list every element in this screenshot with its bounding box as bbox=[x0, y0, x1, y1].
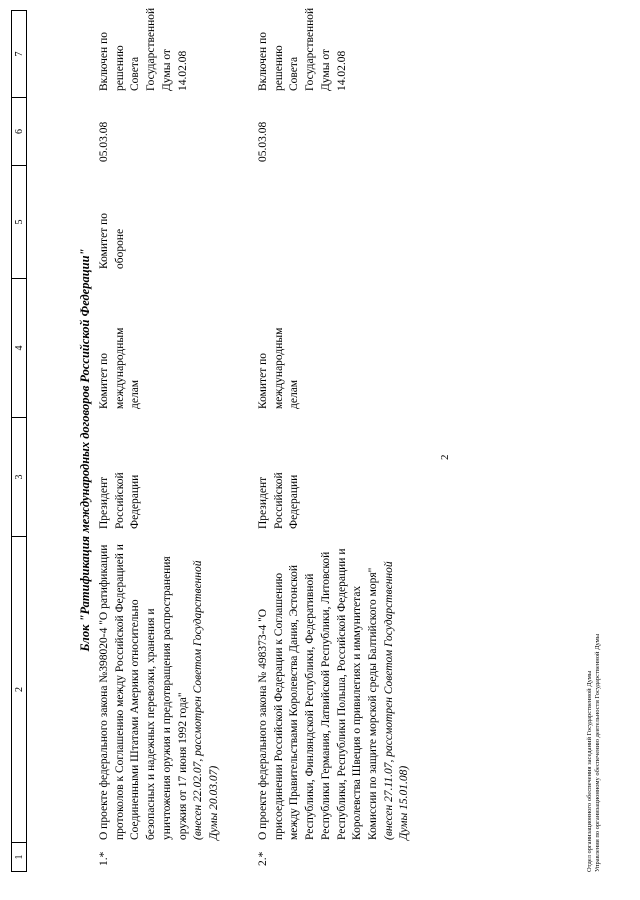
column-header-1: 1 bbox=[12, 843, 27, 872]
bill-note: (внесен 22.02.07, рассмотрен Советом Государственной Думы 20.03.07) bbox=[192, 560, 220, 840]
row-number: 1.* bbox=[98, 851, 110, 866]
footer bbox=[586, 634, 602, 872]
footer-line-1: Отдел организационного обеспечения заседаний Государственной Думы bbox=[586, 670, 593, 872]
column-header-2: 2 bbox=[12, 537, 27, 843]
responsible-committee: Комитет по международным делам bbox=[98, 327, 142, 409]
co-executor-committee: Комитет по обороне bbox=[98, 213, 126, 269]
bill-text: О проекте федерального закона № 498373-4 "О присоединении Российской Федерации к Соглашению между Правительствами Королевства Дания, Эстонской Республики, Финляндской Республики, Федеративной Республики Германия, Латвийской Республики, Литовской Республики, Республики Польша, Российской Федерации и Королевства Швеция о привилегиях и иммунитетах Комиссии по защите морской среды Балтийского моря" bbox=[257, 548, 379, 840]
block-title: Блок "Ратификация международных договоров Российской Федерации" bbox=[78, 248, 92, 652]
column-header-row bbox=[11, 10, 27, 872]
footer-line-2: Управления по организационному обеспечению деятельности Государственной Думы bbox=[594, 633, 601, 872]
inclusion-status: Включен по решению Совета Государственной Думы от 14.02.08 bbox=[98, 7, 189, 91]
column-header-5: 5 bbox=[12, 166, 27, 279]
inclusion-status: Включен по решению Совета Государственной Думы от 14.02.08 bbox=[257, 7, 348, 91]
row-number: 2.* bbox=[257, 851, 269, 866]
bill-note: (внесен 27.11.07, рассмотрен Советом Государственной Думы 15.01.08) bbox=[382, 561, 411, 840]
bill-description bbox=[97, 542, 223, 840]
initiator: Президент Российской Федерации bbox=[98, 472, 142, 529]
page-number: 2 bbox=[439, 454, 451, 460]
column-header-7: 7 bbox=[12, 11, 27, 98]
bill-text: О проекте федерального закона №398020-4 "О ратификации протоколов к Соглашению между Российской Федерацией и Соединенными Штатами Америки относительно безопасных и надежных перевозки, хранения и уничтожения оружия и предотвращения распространения оружия от 17 июня 1992 года" bbox=[98, 544, 189, 840]
column-header-6: 6 bbox=[12, 98, 27, 166]
bill-description bbox=[256, 542, 413, 840]
date: 05.03.08 bbox=[98, 121, 110, 162]
responsible-committee: Комитет по международным делам bbox=[257, 327, 301, 409]
date: 05.03.08 bbox=[257, 121, 269, 162]
initiator: Президент Российской Федерации bbox=[257, 472, 301, 529]
column-header-4: 4 bbox=[12, 279, 27, 418]
column-header-3: 3 bbox=[12, 418, 27, 537]
